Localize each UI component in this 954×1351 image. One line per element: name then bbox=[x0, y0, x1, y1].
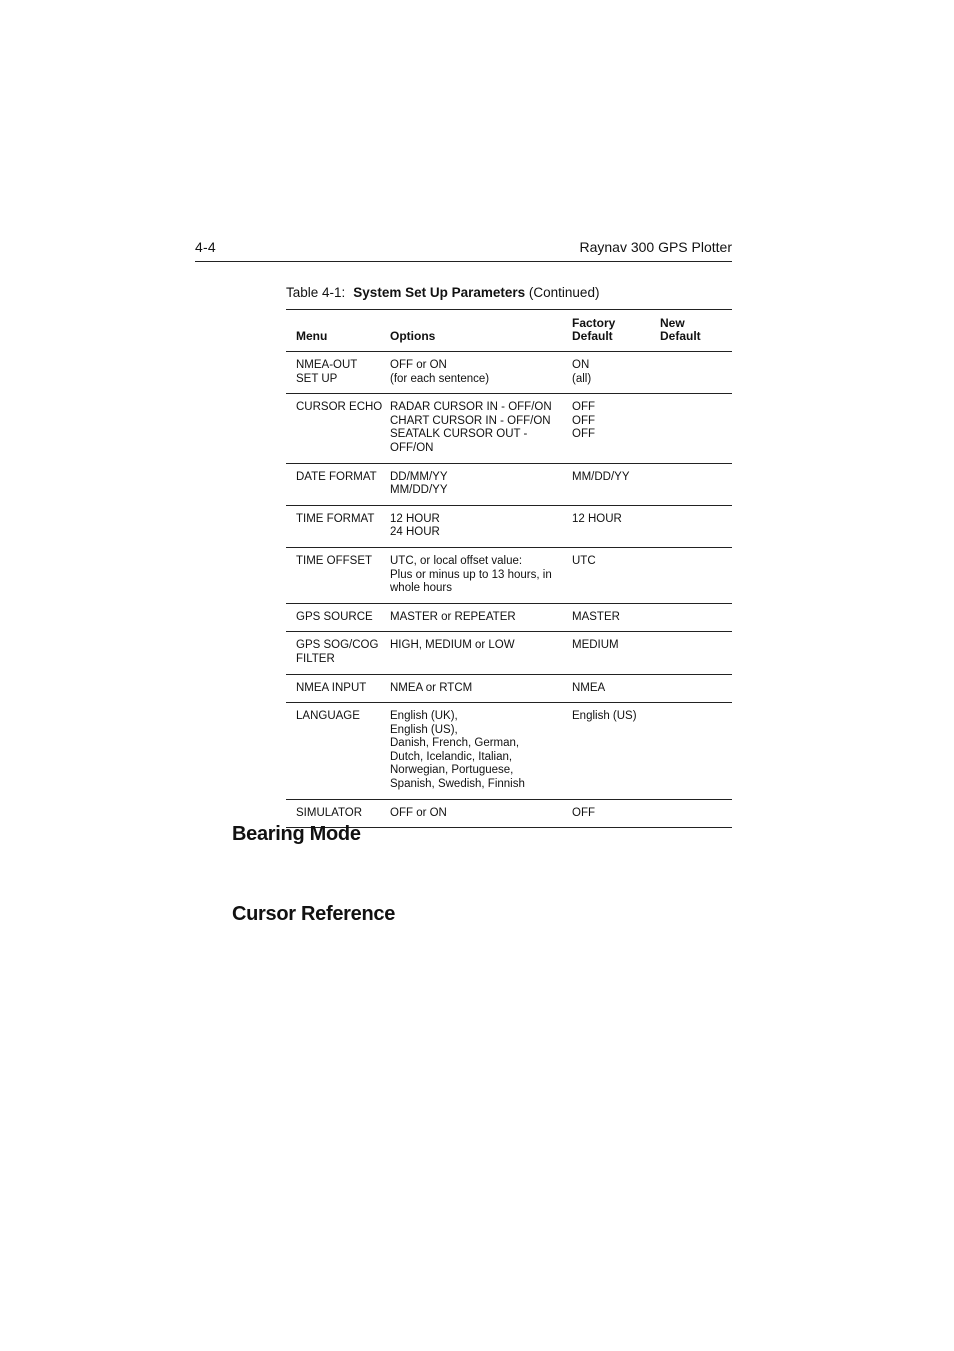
cell-new-default bbox=[660, 505, 732, 547]
heading-cursor-reference: Cursor Reference bbox=[232, 903, 396, 925]
cell-options-line: Spanish, Swedish, Finnish bbox=[390, 778, 525, 791]
table-row bbox=[286, 505, 732, 547]
cell-menu-line: GPS SOURCE bbox=[296, 610, 373, 623]
table-row bbox=[286, 603, 732, 632]
cell-menu bbox=[286, 632, 390, 674]
system-setup-parameters-table bbox=[286, 309, 732, 828]
cell-factory-default bbox=[572, 505, 660, 547]
cell-new-default bbox=[660, 674, 732, 703]
header-factory-line-2: Default bbox=[572, 329, 613, 343]
cell-menu bbox=[286, 505, 390, 547]
cell-menu-line: SIMULATOR bbox=[296, 806, 363, 819]
cell-new-default bbox=[660, 632, 732, 674]
header-new-default bbox=[660, 310, 732, 352]
table-caption bbox=[286, 285, 599, 300]
cell-menu-line: TIME OFFSET bbox=[296, 554, 373, 567]
cell-factory-default-line: MM/DD/YY bbox=[572, 470, 630, 483]
cell-factory-default bbox=[572, 703, 660, 800]
cell-options-line: Dutch, Icelandic, Italian, bbox=[390, 750, 513, 763]
cell-options bbox=[390, 394, 572, 463]
cell-menu bbox=[286, 352, 390, 394]
cell-menu bbox=[286, 463, 390, 505]
cell-factory-default-line: OFF bbox=[572, 428, 595, 441]
table-caption-title: System Set Up Parameters bbox=[353, 285, 526, 300]
header-new-line-2: Default bbox=[660, 329, 701, 343]
cell-options-line: Danish, French, German, bbox=[390, 737, 520, 750]
cell-menu bbox=[286, 603, 390, 632]
header-factory-default bbox=[572, 310, 660, 352]
cell-menu-line: FILTER bbox=[296, 652, 335, 665]
cell-factory-default-line: OFF bbox=[572, 401, 595, 414]
header-factory-line-1: Factory bbox=[572, 316, 616, 330]
cell-menu-line: NMEA INPUT bbox=[296, 681, 367, 694]
cell-new-default bbox=[660, 394, 732, 463]
header-menu: Menu bbox=[286, 310, 390, 352]
cell-new-default bbox=[660, 547, 732, 603]
cell-menu bbox=[286, 703, 390, 800]
cell-factory-default-line: OFF bbox=[572, 414, 595, 427]
cell-factory-default-line: UTC bbox=[572, 554, 596, 567]
cell-menu bbox=[286, 394, 390, 463]
cell-options-line: MM/DD/YY bbox=[390, 484, 448, 497]
cell-factory-default-line: OFF bbox=[572, 806, 595, 819]
cell-menu bbox=[286, 674, 390, 703]
cell-options bbox=[390, 703, 572, 800]
running-header bbox=[195, 238, 732, 262]
cell-options-line: RADAR CURSOR IN - OFF/ON bbox=[390, 401, 552, 414]
cell-menu-line: SET UP bbox=[296, 372, 338, 385]
cell-menu-line: CURSOR ECHO bbox=[296, 401, 383, 414]
cell-factory-default bbox=[572, 799, 660, 828]
heading-bearing-mode: Bearing Mode bbox=[232, 823, 361, 845]
cell-new-default bbox=[660, 799, 732, 828]
cell-menu-line: GPS SOG/COG bbox=[296, 639, 379, 652]
cell-menu-line: LANGUAGE bbox=[296, 710, 360, 723]
cell-factory-default-line: English (US) bbox=[572, 710, 637, 723]
cell-new-default bbox=[660, 703, 732, 800]
cell-options bbox=[390, 603, 572, 632]
table-caption-label: Table 4-1: bbox=[286, 285, 346, 300]
table-row bbox=[286, 632, 732, 674]
cell-factory-default bbox=[572, 394, 660, 463]
cell-options bbox=[390, 799, 572, 828]
cell-factory-default-line: 12 HOUR bbox=[572, 512, 622, 525]
cell-options-line: MASTER or REPEATER bbox=[390, 610, 516, 623]
cell-options bbox=[390, 632, 572, 674]
table-row bbox=[286, 352, 732, 394]
cell-options-line: (for each sentence) bbox=[390, 372, 490, 385]
cell-options-line: 12 HOUR bbox=[390, 512, 440, 525]
cell-options bbox=[390, 505, 572, 547]
table-row bbox=[286, 394, 732, 463]
cell-options-line: OFF or ON bbox=[390, 806, 447, 819]
cell-factory-default bbox=[572, 547, 660, 603]
cell-new-default bbox=[660, 352, 732, 394]
cell-new-default bbox=[660, 603, 732, 632]
table-row bbox=[286, 674, 732, 703]
header-options: Options bbox=[390, 310, 572, 352]
cell-options bbox=[390, 352, 572, 394]
cell-options bbox=[390, 674, 572, 703]
cell-new-default bbox=[660, 463, 732, 505]
cell-options-line: English (UK), bbox=[390, 710, 458, 723]
cell-options-line: HIGH, MEDIUM or LOW bbox=[390, 639, 515, 652]
cell-options-line: NMEA or RTCM bbox=[390, 681, 473, 694]
cell-factory-default bbox=[572, 463, 660, 505]
cell-factory-default-line: (all) bbox=[572, 372, 592, 385]
table-header-row bbox=[286, 310, 732, 352]
cell-factory-default-line: MASTER bbox=[572, 610, 620, 623]
header-new-line-1: New bbox=[660, 316, 685, 330]
cell-options bbox=[390, 463, 572, 505]
cell-factory-default bbox=[572, 632, 660, 674]
cell-menu-line: NMEA-OUT bbox=[296, 359, 358, 371]
table-row bbox=[286, 463, 732, 505]
cell-options-line: SEATALK CURSOR OUT - OFF/ON bbox=[390, 428, 528, 454]
cell-factory-default-line: MEDIUM bbox=[572, 639, 619, 652]
cell-options-line: Norwegian, Portuguese, bbox=[390, 764, 514, 777]
cell-menu-line: TIME FORMAT bbox=[296, 512, 375, 525]
cell-options-line: Plus or minus up to 13 hours, in bbox=[390, 568, 552, 581]
cell-menu-line: DATE FORMAT bbox=[296, 470, 377, 483]
table-row bbox=[286, 547, 732, 603]
page-number: 4-4 bbox=[195, 239, 216, 255]
cell-options-line: DD/MM/YY bbox=[390, 470, 448, 483]
cell-options-line: 24 HOUR bbox=[390, 526, 440, 539]
cell-factory-default-line: NMEA bbox=[572, 681, 606, 694]
cell-factory-default bbox=[572, 674, 660, 703]
cell-options-line: whole hours bbox=[390, 582, 453, 595]
cell-options-line: English (US), bbox=[390, 723, 458, 736]
cell-options-line: UTC, or local offset value: bbox=[390, 554, 523, 567]
table-body bbox=[286, 352, 732, 828]
table-caption-suffix: (Continued) bbox=[528, 285, 600, 300]
cell-factory-default bbox=[572, 352, 660, 394]
cell-factory-default-line: ON bbox=[572, 359, 590, 371]
document-title: Raynav 300 GPS Plotter bbox=[579, 239, 732, 255]
table-row bbox=[286, 703, 732, 800]
cell-menu bbox=[286, 547, 390, 603]
cell-options-line: CHART CURSOR IN - OFF/ON bbox=[390, 414, 551, 427]
cell-factory-default bbox=[572, 603, 660, 632]
cell-options bbox=[390, 547, 572, 603]
cell-options-line: OFF or ON bbox=[390, 359, 447, 371]
